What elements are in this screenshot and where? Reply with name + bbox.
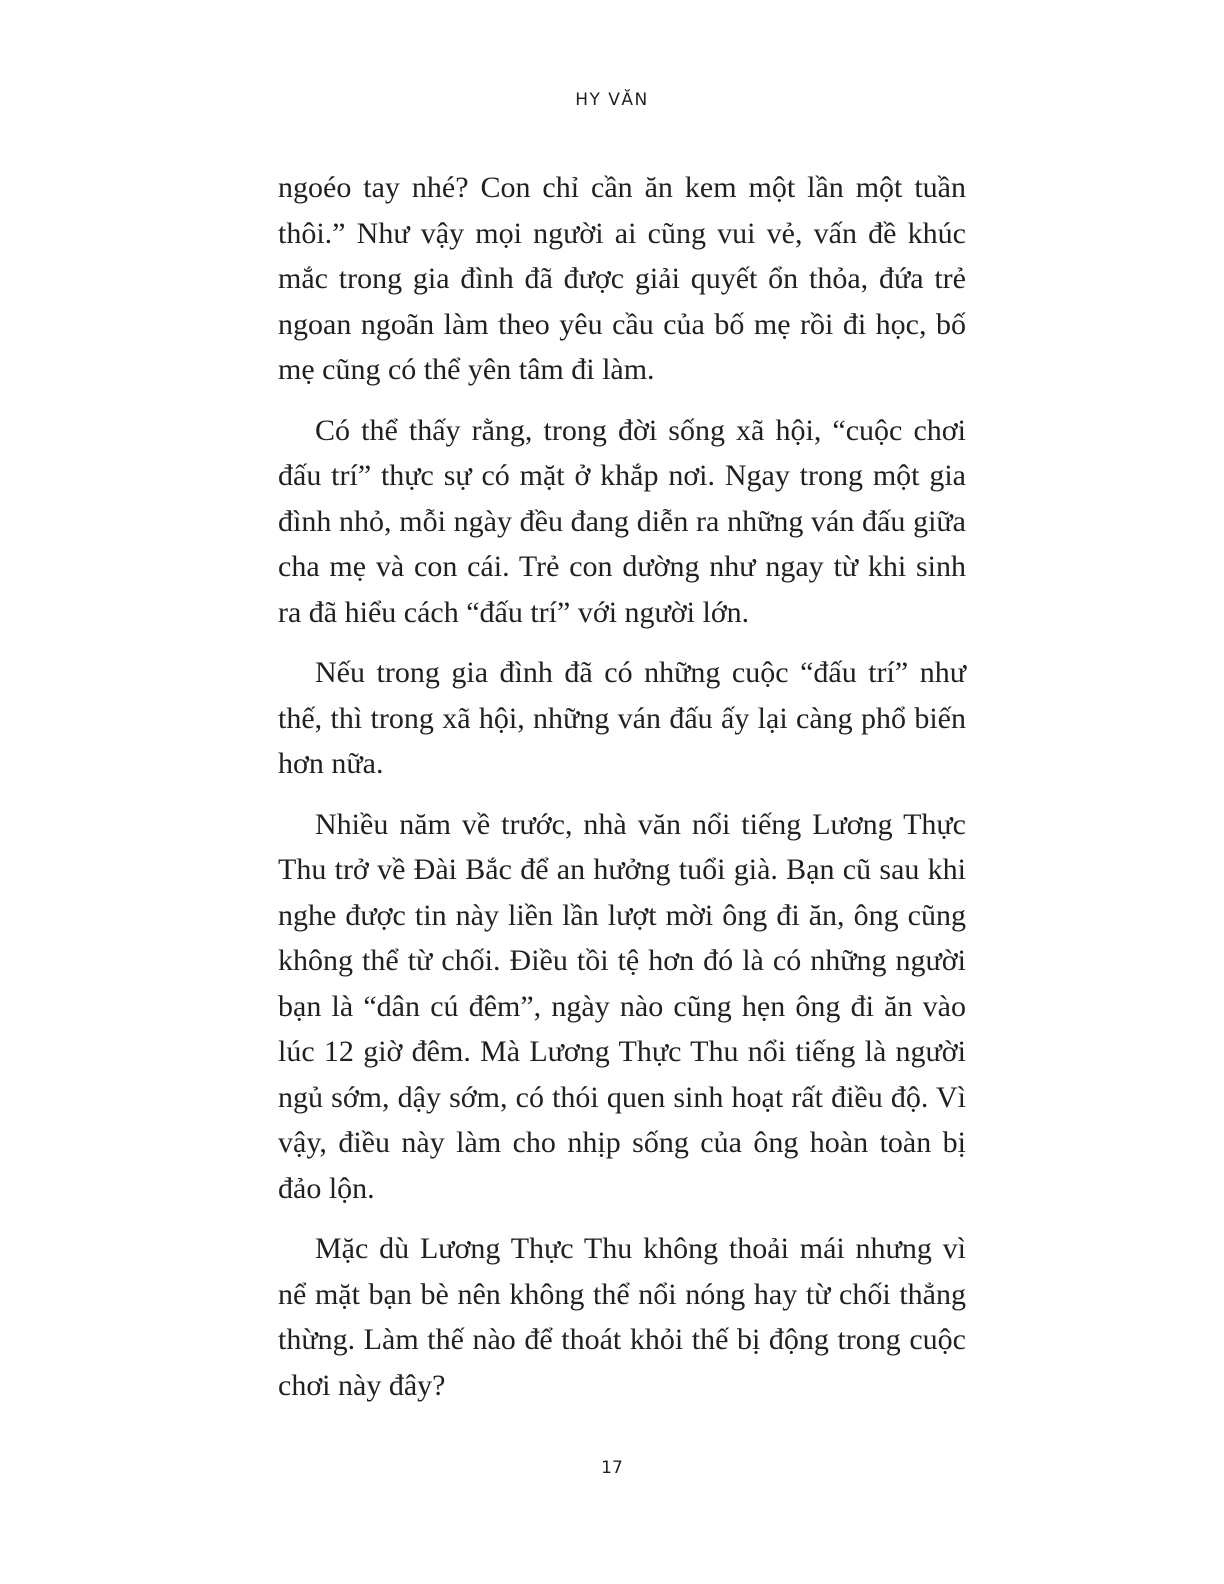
running-header: HY VĂN [575,90,649,110]
paragraph-continued: ngoéo tay nhé? Con chỉ cần ăn kem một lần một tuần thôi.” Như vậy mọi người ai cũng vui vẻ, vấn đề khúc mắc trong gia đình đã được giải quyết ổn thỏa, đứa trẻ ngoan ngoãn làm theo yêu cầu của bố mẹ rồi đi học, bố mẹ cũng có thể yên tâm đi làm. [278,171,966,386]
page-number: 17 [601,1458,623,1478]
body-text [278,165,966,1423]
paragraph: Nếu trong gia đình đã có những cuộc “đấu trí” như thế, thì trong xã hội, những ván đấu ấy lại càng phổ biến hơn nữa. [278,656,966,780]
paragraph: Mặc dù Lương Thực Thu không thoải mái nhưng vì nể mặt bạn bè nên không thể nổi nóng hay từ chối thẳng thừng. Làm thế nào để thoát khỏi thế bị động trong cuộc chơi này đây? [278,1232,966,1402]
paragraph: Nhiều năm về trước, nhà văn nổi tiếng Lương Thực Thu trở về Đài Bắc để an hưởng tuổi già. Bạn cũ sau khi nghe được tin này liền lần lượt mời ông đi ăn, ông cũng không thể từ chối. Điều tồi tệ hơn đó là có những người bạn là “dân cú đêm”, ngày nào cũng hẹn ông đi ăn vào lúc 12 giờ đêm. Mà Lương Thực Thu nổi tiếng là người ngủ sớm, dậy sớm, có thói quen sinh hoạt rất điều độ. Vì vậy, điều này làm cho nhịp sống của ông hoàn toàn bị đảo lộn. [278,807,966,1205]
paragraph: Có thể thấy rằng, trong đời sống xã hội, “cuộc chơi đấu trí” thực sự có mặt ở khắp nơi. Ngay trong một gia đình nhỏ, mỗi ngày đều đang diễn ra những ván đấu giữa cha mẹ và con cái. Trẻ con dường như ngay từ khi sinh ra đã hiểu cách “đấu trí” với người lớn. [278,413,966,629]
